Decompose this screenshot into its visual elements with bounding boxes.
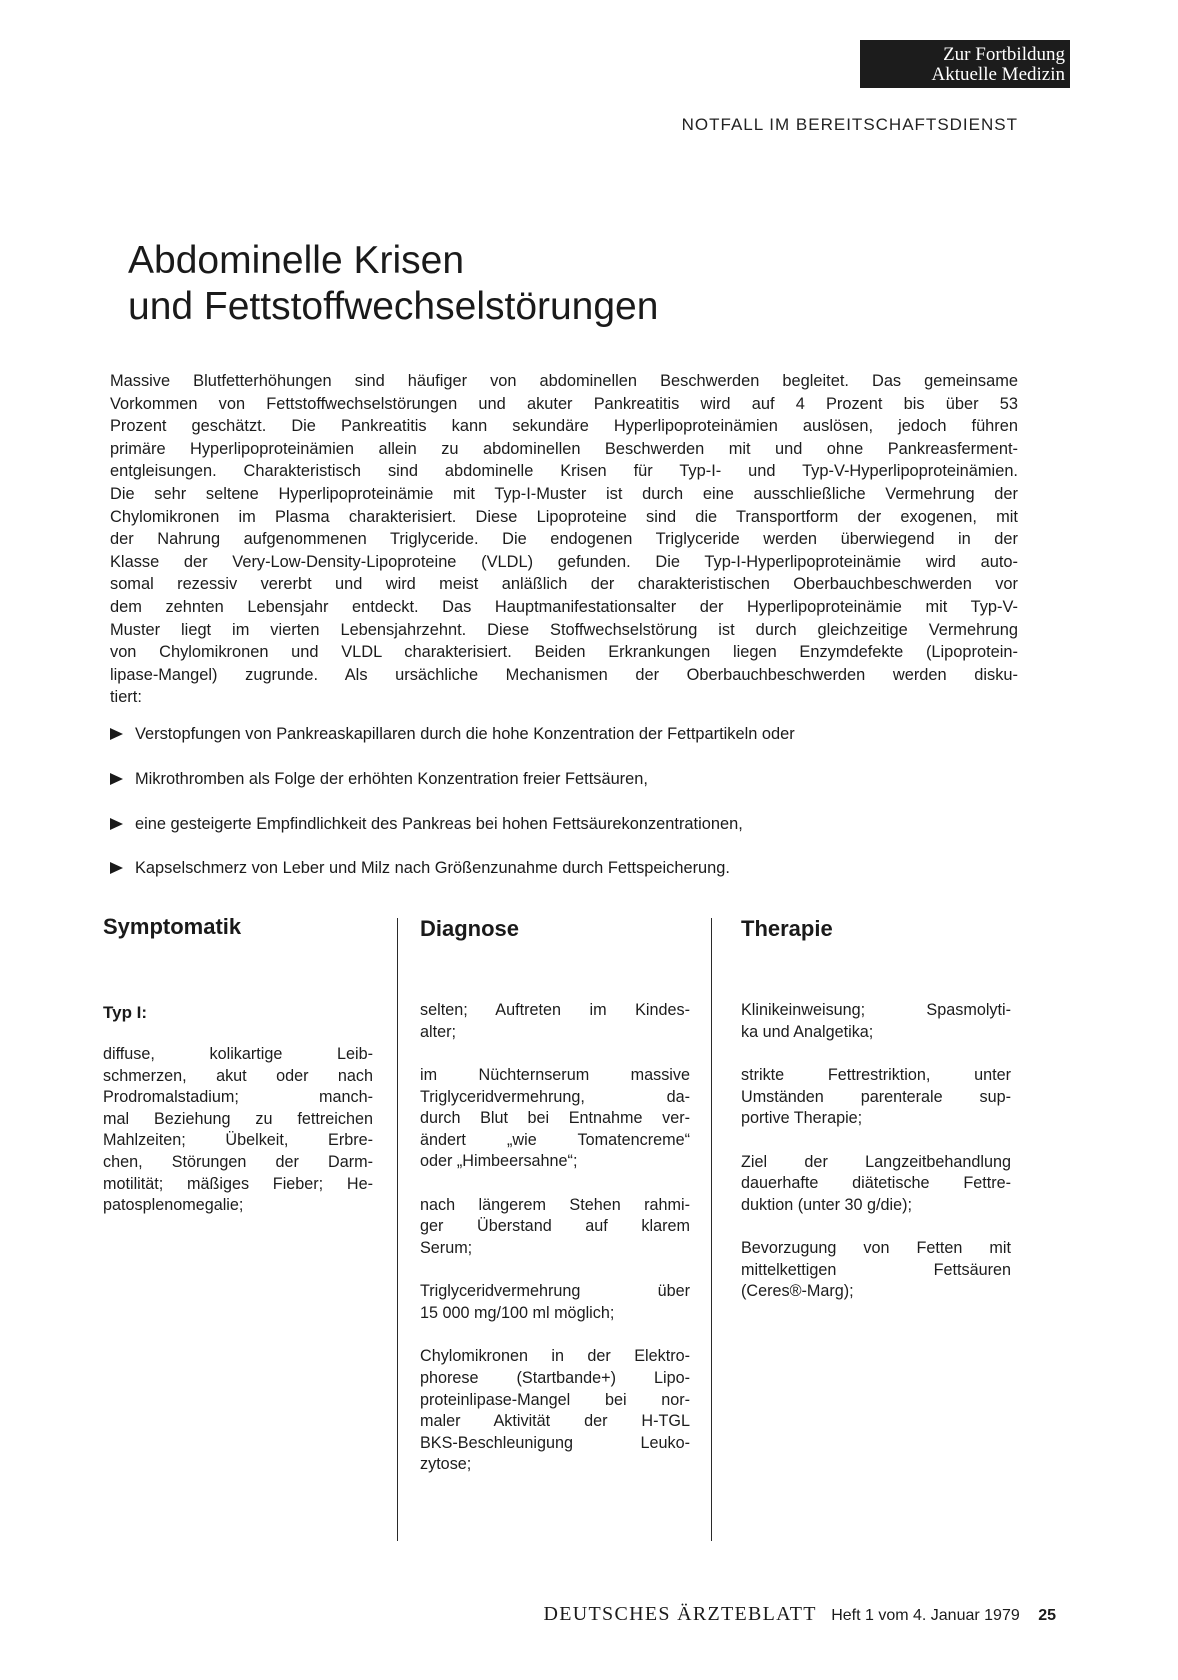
text-line: portive Therapie; [741, 1109, 863, 1128]
paragraph [741, 1065, 1011, 1130]
rubric-heading: NOTFALL IM BEREITSCHAFTSDIENST [681, 115, 1018, 134]
text-line: selten; Auftreten im Kindes- [420, 1001, 690, 1019]
paragraph [420, 1281, 690, 1324]
text-line: ka und Analgetika; [741, 1022, 874, 1041]
text-line: Prodromalstadium; manch- [103, 1088, 373, 1107]
paragraph [741, 1000, 1011, 1043]
text-line: mittelkettigen Fettsäuren [741, 1260, 1011, 1279]
triangle-bullet-icon [110, 773, 123, 785]
text-line: ger Überstand auf klarem [420, 1217, 690, 1236]
column-body [741, 1000, 1011, 1303]
text-line: oder „Himbeersahne“; [420, 1152, 578, 1171]
title-line: und Fettstoffwechselstörungen [128, 285, 659, 328]
text-line: Chylomikronen im Plasma charakterisiert. Diese Lipoproteine sind die Transportform der exogenen, mit [110, 507, 1018, 526]
text-line: Umständen parenterale sup- [741, 1087, 1011, 1106]
list-item-text: Verstopfungen von Pankreaskapillaren durch die hohe Konzentration der Fettpartikeln oder [135, 725, 795, 743]
intro-paragraph [110, 370, 1018, 709]
section-label [860, 40, 1070, 88]
paragraph [420, 1346, 690, 1476]
title-line: Abdominelle Krisen [128, 239, 465, 282]
text-line: von Chylomikronen und VLDL charakterisiert. Beiden Erkrankungen liegen Enzymdefekte (Lipoprotein- [110, 643, 1018, 662]
text-line: ändert „wie Tomatencreme“ [420, 1130, 690, 1149]
text-line: BKS-Beschleunigung Leuko- [420, 1433, 690, 1452]
text-line: zytose; [420, 1455, 472, 1474]
text-line: mal Beziehung zu fettreichen [103, 1109, 373, 1128]
text-line: lipase-Mangel) zugrunde. Als ursächliche Mechanismen der Oberbauchbeschwerden werden disku- [110, 665, 1018, 684]
text-line: alter; [420, 1022, 456, 1041]
paragraph [103, 1044, 373, 1217]
column-heading: Diagnose [420, 916, 520, 941]
text-line: Bevorzugung von Fetten mit [741, 1239, 1011, 1258]
list-item-text: Kapselschmerz von Leber und Milz nach Größenzunahme durch Fettspeicherung. [135, 859, 730, 878]
text-line: der Nahrung aufgenommenen Triglyceride. Die endogenen Triglyceride werden überwiegend in der [110, 530, 1018, 549]
text-line: Die sehr seltene Hyperlipoproteinämie mit Typ-I-Muster ist durch eine ausschließliche Vermehrung der [110, 484, 1018, 503]
text-line: Serum; [420, 1238, 473, 1257]
article-title [128, 238, 988, 330]
text-line: Chylomikronen in der Elektro- [420, 1347, 690, 1366]
column-symptomatik [103, 910, 373, 1239]
text-line: Vorkommen von Fettstoffwechselstörungen und akuter Pankreatitis wird auf 4 Prozent bis über 53 [110, 394, 1018, 413]
column-body [420, 1000, 690, 1476]
text-line: Triglyceridvermehrung, da- [420, 1087, 690, 1106]
triangle-bullet-icon [110, 728, 123, 740]
paragraph [420, 1195, 690, 1260]
text-line: tiert: [110, 688, 142, 707]
text-line: Prozent geschätzt. Die Pankreatitis kann sekundäre Hyperlipoproteinämien auslösen, jedoch führen [110, 417, 1018, 436]
section-label-line: Zur Fortbildung [943, 44, 1065, 65]
page-number: 25 [1038, 1607, 1056, 1624]
text-line: im Nüchternserum massive [420, 1065, 690, 1084]
text-line: chen, Störungen der Darm- [103, 1152, 373, 1171]
text-line: duktion (unter 30 g/die); [741, 1195, 912, 1214]
column-heading: Therapie [741, 916, 833, 941]
text-line: motilität; mäßiges Fieber; He- [103, 1174, 373, 1193]
text-line: proteinlipase-Mangel bei nor- [420, 1390, 690, 1409]
column-diagnose [420, 910, 690, 1498]
text-line: Mahlzeiten; Übelkeit, Erbre- [103, 1131, 373, 1150]
list-item [110, 857, 1018, 879]
paragraph [420, 1000, 690, 1043]
text-line: 15 000 mg/100 ml möglich; [420, 1303, 615, 1322]
list-item [110, 723, 1018, 745]
text-line: dem zehnten Lebensjahr entdeckt. Das Hauptmanifestationsalter der Hyperlipoproteinämie mit Typ-V- [110, 597, 1018, 616]
column-body [103, 1044, 373, 1217]
text-line: phorese (Startbande+) Lipo- [420, 1368, 690, 1387]
text-line: Klinikeinweisung; Spasmolyti- [741, 1001, 1011, 1019]
text-line: strikte Fettrestriktion, unter [741, 1065, 1011, 1084]
column-therapie [741, 910, 1011, 1325]
column-heading: Symptomatik [103, 914, 242, 939]
list-item [110, 768, 1018, 790]
list-item-text: eine gesteigerte Empfindlichkeit des Pankreas bei hohen Fettsäurekonzentrationen, [135, 814, 743, 833]
text-line: diffuse, kolikartige Leib- [103, 1045, 373, 1063]
page-footer [450, 1603, 1056, 1627]
paragraph [420, 1065, 690, 1173]
paragraph [741, 1238, 1011, 1303]
text-line: maler Aktivität der H-TGL [420, 1412, 690, 1431]
text-line: Muster liegt im vierten Lebensjahrzehnt. Diese Stoffwechselstörung ist durch gleichzeitige Vermehrung [110, 620, 1018, 639]
list-item [110, 813, 1018, 835]
triangle-bullet-icon [110, 862, 123, 874]
text-line: durch Blut bei Entnahme ver- [420, 1109, 690, 1128]
text-line: primäre Hyperlipoproteinämien allein zu abdominellen Beschwerden mit und ohne Pankreasferment- [110, 439, 1018, 458]
text-line: patosplenomegalie; [103, 1196, 244, 1215]
text-line: schmerzen, akut oder nach [103, 1066, 373, 1085]
text-line: somal rezessiv vererbt und wird meist anläßlich der charakteristischen Oberbauchbeschwerden vor [110, 575, 1018, 594]
text-line: Triglyceridvermehrung über [420, 1282, 690, 1301]
text-line: (Ceres®-Marg); [741, 1282, 854, 1301]
text-line: nach längerem Stehen rahmi- [420, 1195, 690, 1214]
text-line: dauerhafte diätetische Fettre- [741, 1174, 1011, 1193]
text-line: Klasse der Very-Low-Density-Lipoproteine (VLDL) gefunden. Die Typ-I-Hyperlipoproteinämie wird auto- [110, 552, 1018, 571]
issue-info: Heft 1 vom 4. Januar 1979 [831, 1607, 1020, 1624]
section-label-line: Aktuelle Medizin [931, 64, 1065, 85]
column-divider [397, 918, 398, 1541]
list-item-text: Mikrothromben als Folge der erhöhten Konzentration freier Fettsäuren, [135, 769, 648, 788]
text-line: Massive Blutfetterhöhungen sind häufiger von abdominellen Beschwerden begleitet. Das gemeinsame [110, 372, 1018, 390]
type-subheading: Typ I: [103, 1003, 148, 1022]
mechanism-list [110, 723, 1018, 902]
column-divider [711, 918, 712, 1541]
paragraph [741, 1152, 1011, 1217]
text-line: Ziel der Langzeitbehandlung [741, 1152, 1011, 1171]
triangle-bullet-icon [110, 818, 123, 830]
text-line: entgleisungen. Charakteristisch sind abdominelle Krisen für Typ-I- und Typ-V-Hyperlipoproteinämien. [110, 462, 1018, 481]
journal-name: DEUTSCHES ÄRZTEBLATT [543, 1603, 817, 1625]
